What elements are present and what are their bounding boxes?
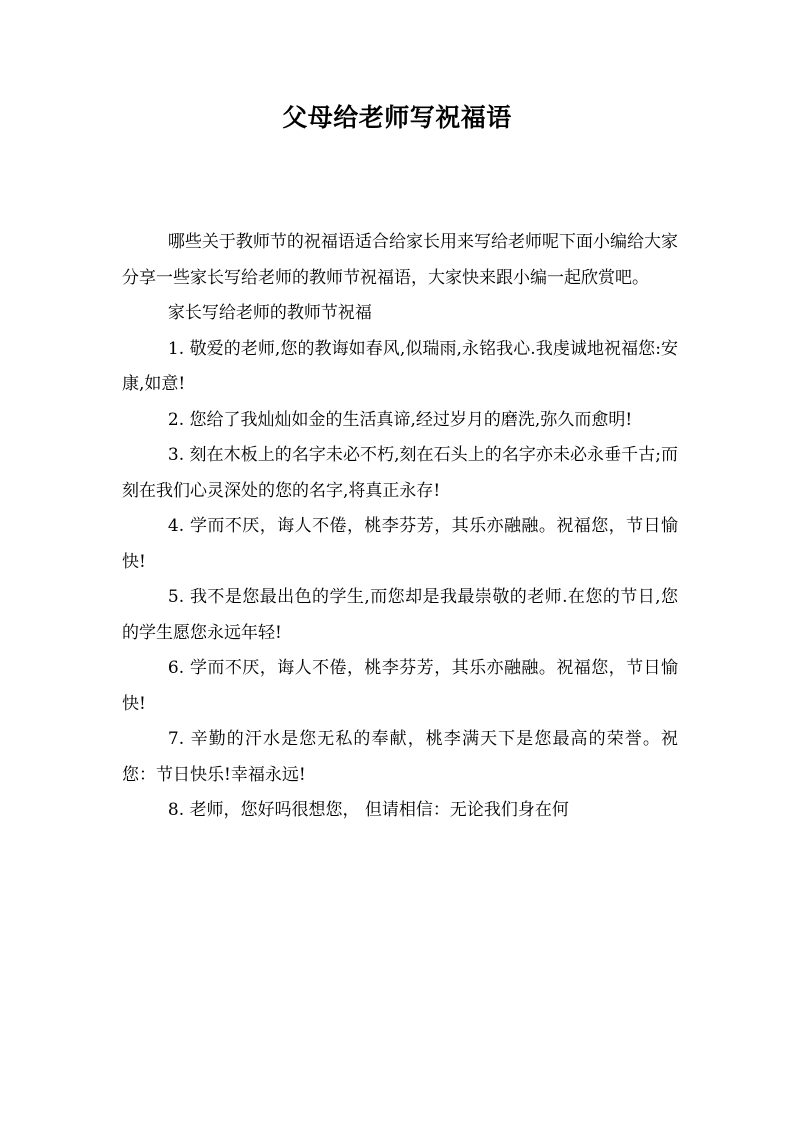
blessing-item: 4. 学而不厌，诲人不倦，桃李芬芳，其乐亦融融。祝福您，节日愉快!: [122, 516, 678, 572]
document-body: [122, 225, 678, 829]
blessing-item: 5. 我不是您最出色的学生,而您却是我最崇敬的老师.在您的节日,您的学生愿您永远年轻!: [122, 587, 678, 643]
blessing-item: 7. 辛勤的汗水是您无私的奉献，桃李满天下是您最高的荣誉。祝您：节日快乐!幸福永远!: [122, 729, 678, 785]
blessing-item: 3. 刻在木板上的名字未必不朽,刻在石头上的名字亦未必永垂千古;而刻在我们心灵深处的您的名字,将真正永存!: [122, 445, 678, 501]
blessing-item: 6. 学而不厌，诲人不倦，桃李芬芳，其乐亦融融。祝福您，节日愉快!: [122, 658, 678, 714]
section-heading: 家长写给老师的教师节祝福: [167, 303, 372, 323]
blessing-item: 1. 敬爱的老师,您的教诲如春风,似瑞雨,永铭我心.我虔诚地祝福您:安康,如意!: [122, 338, 678, 394]
intro-paragraph: 哪些关于教师节的祝福语适合给家长用来写给老师呢下面小编给大家分享一些家长写给老师的教师节祝福语，大家快来跟小编一起欣赏吧。: [122, 232, 678, 288]
document-title: 父母给老师写祝福语: [282, 103, 512, 132]
blessing-item: 8. 老师，您好吗很想您， 但请相信：无论我们身在何: [167, 800, 569, 820]
blessing-item: 2. 您给了我灿灿如金的生活真谛,经过岁月的磨洗,弥久而愈明!: [167, 409, 633, 430]
